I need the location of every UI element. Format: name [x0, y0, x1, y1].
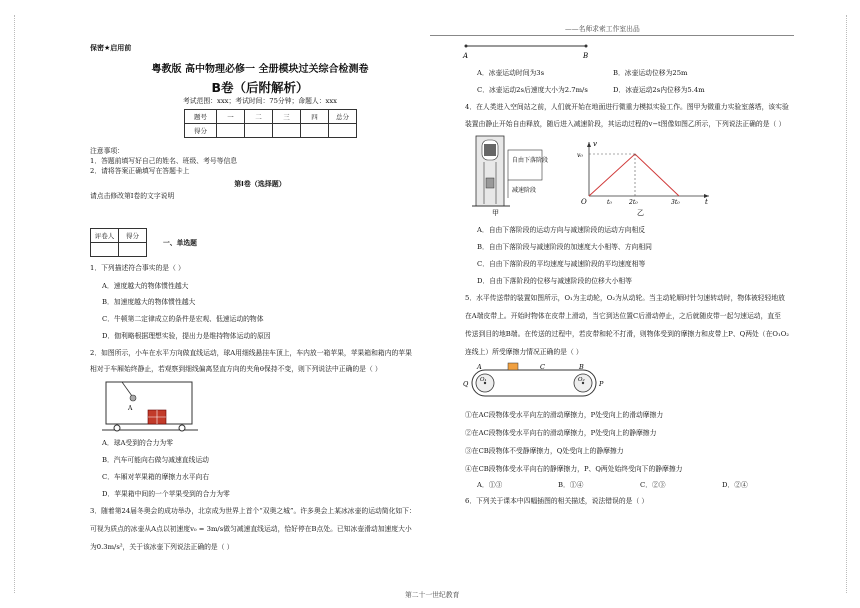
graph-3t0-label: 3t₀	[671, 199, 680, 206]
page-title: 粤教版 高中物理必修一 全册模块过关综合检测卷	[151, 64, 369, 75]
question-4-option-c: C．自由下落阶段的平均速度与减速阶段的平均速度相等	[477, 260, 646, 268]
question-5-option-b: B．①④	[558, 481, 584, 489]
question-5-option-a: A．①③	[477, 481, 503, 489]
belt-point-c-label: C	[540, 363, 545, 371]
curling-track-figure	[460, 40, 600, 62]
question-5-statement: ④在CB段物体受水平向右的静摩擦力，P、Q两处始终受向下的静摩擦力	[465, 465, 683, 473]
right-binding-margin	[846, 15, 847, 593]
score-cell[interactable]	[301, 124, 329, 138]
score-cell[interactable]	[273, 124, 301, 138]
question-1-option-d: D．伽利略根据理想实验，提出力是维持物体运动的原因	[102, 332, 271, 340]
section-title: 一、单选题	[163, 239, 197, 247]
score-header-cell: 四	[301, 110, 329, 124]
question-1-option-b: B．加速度越大的物体惯性越大	[102, 298, 196, 306]
score-table-row	[185, 124, 357, 138]
question-5-statement: ③在CB段物体不受静摩擦力，Q处受向上的静摩擦力	[465, 447, 624, 455]
graph-t0-label: t₀	[607, 199, 612, 206]
score-header-cell: 总分	[329, 110, 357, 124]
page-footer: 第二十一世纪教育	[405, 591, 460, 599]
wheel-o2-label: O₂	[578, 377, 585, 383]
question-4-stem-line: 装置由静止开始自由释放，随后进入减速阶段，其运动过程的v−t图像如图乙所示，下列说法正确的是（ ）	[465, 120, 786, 128]
graph-origin-label: O	[581, 198, 587, 206]
point-a-label: A	[463, 52, 469, 60]
question-5-stem-line: 在A端皮带上。开始时物体在皮带上滑动，当它到达位置C后滑动停止，之后就随皮带一起匀速运动，直至	[465, 312, 781, 320]
left-binding-margin	[14, 15, 15, 593]
question-4-option-a: A．自由下落阶段的运动方向与减速阶段的运动方向相反	[477, 226, 646, 234]
question-4-option-b: B．自由下落阶段与减速阶段的加速度大小相等、方向相同	[477, 243, 652, 251]
score-table	[184, 109, 357, 138]
score-header-cell: 二	[245, 110, 273, 124]
free-fall-label: 自由下落阶段	[512, 157, 549, 164]
question-2-option-d: D．苹果箱中间的一个苹果受到的合力为零	[102, 490, 230, 498]
question-3-stem-line: 可视为质点的冰壶从A点以初速度v₀ = 3m/s做匀减速直线运动，恰好停在B点处。已知冰壶滑动加速度大小	[90, 525, 412, 533]
score-cell[interactable]	[329, 124, 357, 138]
ball-label: A	[128, 405, 133, 412]
question-5-option-c: C．②③	[640, 481, 666, 489]
question-3-stem-line: 3．随着第24届冬奥会的成功举办，北京成为世界上首个“双奥之城”。许多奥会上某冰冰壶的运动简化如下：	[90, 507, 416, 515]
question-6-stem: 6．下列关于课本中四幅插图的相关描述，说法错误的是（ ）	[465, 497, 649, 505]
question-5-stem-line: 5．水平传送带的装置如图所示，O₁为主动轮，O₂为从动轮。当主动轮顺时针匀速转动时，物体被轻轻地放	[465, 294, 785, 302]
score-header-cell: 三	[273, 110, 301, 124]
score-header-cell: 题号	[185, 110, 217, 124]
question-4-stem-line: 4．在人类进入空间站之前，人们就开始在地面进行微重力模拟实验工作。图甲为微重力实验室落塔，该实验	[465, 103, 789, 111]
secret-mark: 保密★启用前	[90, 44, 132, 52]
drop-tower-figure	[470, 132, 570, 217]
deceleration-label: 减速阶段	[512, 187, 537, 194]
volume-description: 请点击修改第Ⅰ卷的文字说明	[90, 192, 175, 200]
header-rule	[430, 35, 794, 36]
question-4-option-d: D．自由下落阶段的位移与减速阶段的位移大小相等	[477, 277, 632, 285]
question-5-statement: ①在AC段物体受水平向左的滑动摩擦力，P处受向上的滑动摩擦力	[465, 411, 664, 419]
point-b-label: B	[583, 52, 589, 60]
question-3-stem-line: 为0.3m/s²，关于该冰壶下列说法正确的是（ ）	[90, 543, 234, 551]
page-subtitle: B卷（后附解析）	[211, 80, 309, 95]
score-cell[interactable]	[245, 124, 273, 138]
question-3-option-c: C．冰壶运动2s后速度大小为2.7m/s	[477, 86, 588, 94]
belt-point-b-label: B	[579, 363, 584, 371]
question-2-option-a: A．球A受到的合力为零	[102, 439, 173, 447]
exam-info: 考试范围：xxx；考试时间：75分钟；命题人：xxx	[183, 97, 337, 105]
question-2-option-b: B．汽车可能向右做匀减速直线运动	[102, 456, 209, 464]
note-item: 1．答题前填写好自己的姓名、班级、考号等信息	[90, 157, 238, 165]
header-credit: ——名师求索工作室出品	[565, 25, 640, 33]
question-2-stem-line: 相对于车厢始终静止，若观察到细线偏离竖直方向的夹角θ保持不变，则下列说法中正确的是（ ）	[90, 365, 382, 373]
question-3-option-d: D．冰壶运动2s内位移为5.4m	[613, 86, 705, 94]
graph-2t0-label: 2t₀	[629, 199, 638, 206]
graph-v0-label: v₀	[577, 152, 583, 159]
score-header-cell: 一	[217, 110, 245, 124]
notes-title: 注意事项：	[90, 147, 124, 155]
graph-v-label: v	[593, 140, 597, 148]
wheel-o1-label: O₁	[480, 377, 487, 383]
score-row-label: 得分	[185, 124, 217, 138]
conveyor-belt-figure	[462, 360, 612, 404]
question-3-option-b: B．冰壶运动位移为25m	[613, 69, 688, 77]
belt-point-p-label: P	[599, 380, 604, 388]
question-2-stem-line: 2．如图所示，小车在水平方向做直线运动，球A用细线悬挂车顶上，车内放一箱苹果，苹果箱和箱内的苹果	[90, 349, 412, 357]
figure-jia-label: 甲	[492, 209, 499, 217]
belt-point-q-label: Q	[463, 380, 469, 388]
question-1-option-a: A．速度越大的物体惯性越大	[102, 282, 189, 290]
belt-point-a-label: A	[477, 363, 482, 371]
figure-yi-label: 乙	[637, 209, 644, 217]
volume-title: 第Ⅰ卷（选择题）	[234, 180, 286, 188]
grader-table	[90, 228, 147, 257]
grader-header-cell: 评卷人	[91, 229, 119, 243]
question-3-option-a: A．冰壶运动时间为3s	[477, 69, 545, 77]
score-cell[interactable]	[217, 124, 245, 138]
question-5-stem-line: 传送到目的地B端。在传送的过程中，若皮带和轮不打滑，则物体受到的摩擦力和皮带上P、Q两处（在O₁O₂	[465, 330, 789, 338]
graph-t-label: t	[705, 198, 708, 206]
note-item: 2．请将答案正确填写在答题卡上	[90, 167, 190, 175]
question-1-stem: 1．下列描述符合事实的是（ ）	[90, 264, 185, 272]
question-2-option-c: C．车厢对苹果箱的摩擦力水平向右	[102, 473, 210, 481]
grader-cell[interactable]	[119, 243, 147, 257]
grader-header-cell: 得分	[119, 229, 147, 243]
question-5-stem-line: 连线上）所受摩擦力情况正确的是（ ）	[465, 348, 583, 356]
question-5-statement: ②在AC段物体受水平向右的滑动摩擦力，P处受向上的静摩擦力	[465, 429, 657, 437]
question-5-option-d: D．②④	[722, 481, 748, 489]
velocity-time-graph	[577, 138, 717, 218]
question-1-option-c: C．牛顿第二定律成立的条件是宏观、低速运动的物体	[102, 315, 264, 323]
grader-cell[interactable]	[91, 243, 119, 257]
score-table-header-row	[185, 110, 357, 124]
cart-figure	[102, 378, 198, 436]
